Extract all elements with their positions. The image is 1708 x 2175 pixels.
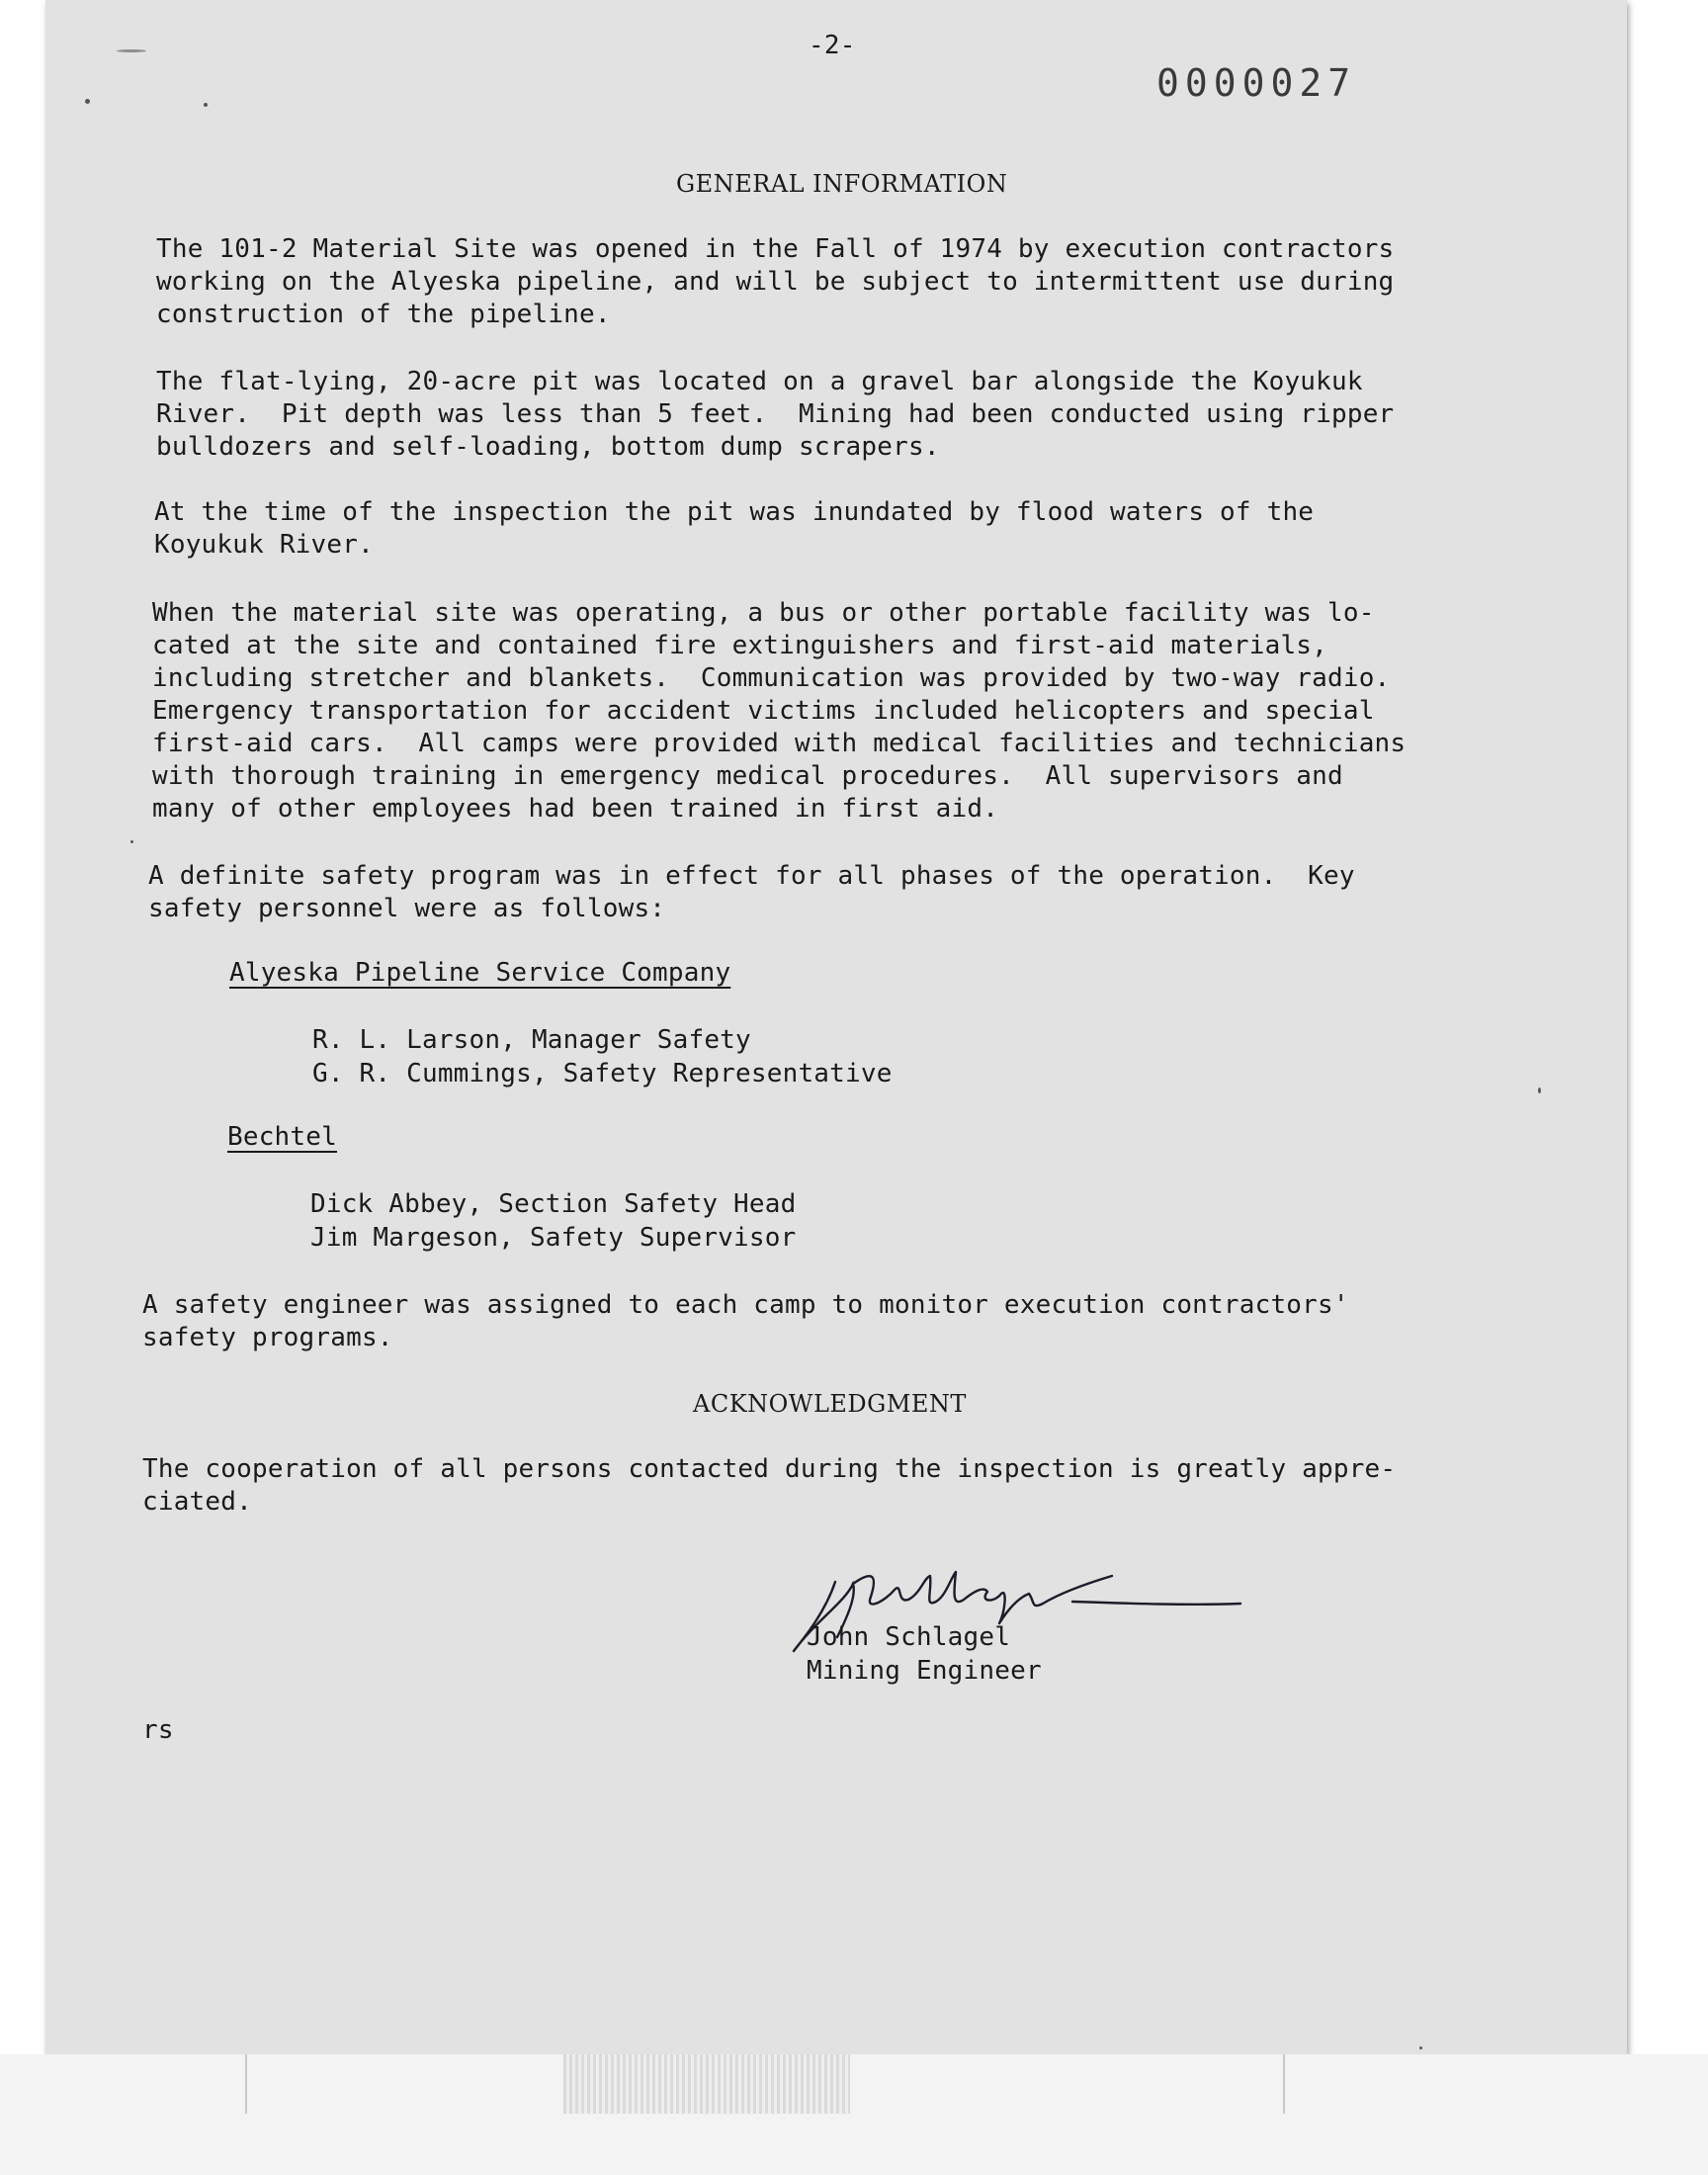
text-line: When the material site was operating, a bus or other portable facility was lo- [152, 598, 1375, 628]
text-line: first-aid cars. All camps were provided with medical facilities and technicians [152, 729, 1407, 758]
scan-speck [1419, 2046, 1422, 2049]
scan-bottom-strip [0, 2054, 1708, 2175]
text-line: safety programs. [142, 1323, 393, 1352]
acknowledgment-heading: ACKNOWLEDGMENT [693, 1390, 967, 1418]
text-line: working on the Alyeska pipeline, and will be subject to intermittent use during [156, 267, 1395, 297]
text-line: The flat-lying, 20-acre pit was located on a gravel bar alongside the Koyukuk [156, 367, 1363, 396]
text-line: At the time of the inspection the pit was inundated by flood waters of the [154, 497, 1315, 527]
signatory-name: John Schlagel [807, 1622, 1011, 1652]
general-information-heading: GENERAL INFORMATION [676, 170, 1008, 198]
text-line: A safety engineer was assigned to each camp to monitor execution contractors' [142, 1290, 1349, 1320]
text-line: Emergency transportation for accident victims included helicopters and special [152, 696, 1375, 726]
text-line: including stretcher and blankets. Communication was provided by two-way radio. [152, 663, 1391, 693]
scan-mark [117, 49, 146, 52]
text-line: cated at the site and contained fire extinguishers and first-aid materials, [152, 631, 1327, 660]
text-line: The cooperation of all persons contacted during the inspection is greatly appre- [142, 1454, 1397, 1484]
signatory-title: Mining Engineer [807, 1656, 1042, 1686]
personnel-entry: Jim Margeson, Safety Supervisor [310, 1223, 797, 1253]
personnel-entry: G. R. Cummings, Safety Representative [312, 1059, 893, 1088]
text-line: safety personnel were as follows: [148, 894, 666, 923]
text-line: The 101-2 Material Site was opened in the Fall of 1974 by execution contractors [156, 234, 1395, 264]
scan-speck [85, 99, 90, 104]
scan-speck [1538, 1088, 1541, 1093]
personnel-entry: R. L. Larson, Manager Safety [312, 1025, 751, 1055]
scan-speck [130, 840, 133, 843]
text-line: many of other employees had been trained in first aid. [152, 794, 999, 824]
text-line: A definite safety program was in effect for all phases of the operation. Key [148, 861, 1355, 891]
page-number: -2- [809, 31, 856, 60]
text-line: construction of the pipeline. [156, 300, 611, 329]
text-line: Koyukuk River. [154, 530, 374, 560]
document-number-stamp: 0000027 [1156, 61, 1357, 105]
text-line: ciated. [142, 1487, 252, 1517]
scan-speck [204, 103, 208, 107]
company-heading-alyeska: Alyeska Pipeline Service Company [229, 958, 731, 988]
personnel-entry: Dick Abbey, Section Safety Head [310, 1189, 797, 1219]
text-line: with thorough training in emergency medical procedures. All supervisors and [152, 761, 1343, 791]
typist-initials: rs [142, 1715, 174, 1745]
text-line: bulldozers and self-loading, bottom dump scrapers. [156, 432, 940, 462]
company-heading-bechtel: Bechtel [227, 1122, 337, 1152]
text-line: River. Pit depth was less than 5 feet. Mining had been conducted using ripper [156, 399, 1395, 429]
